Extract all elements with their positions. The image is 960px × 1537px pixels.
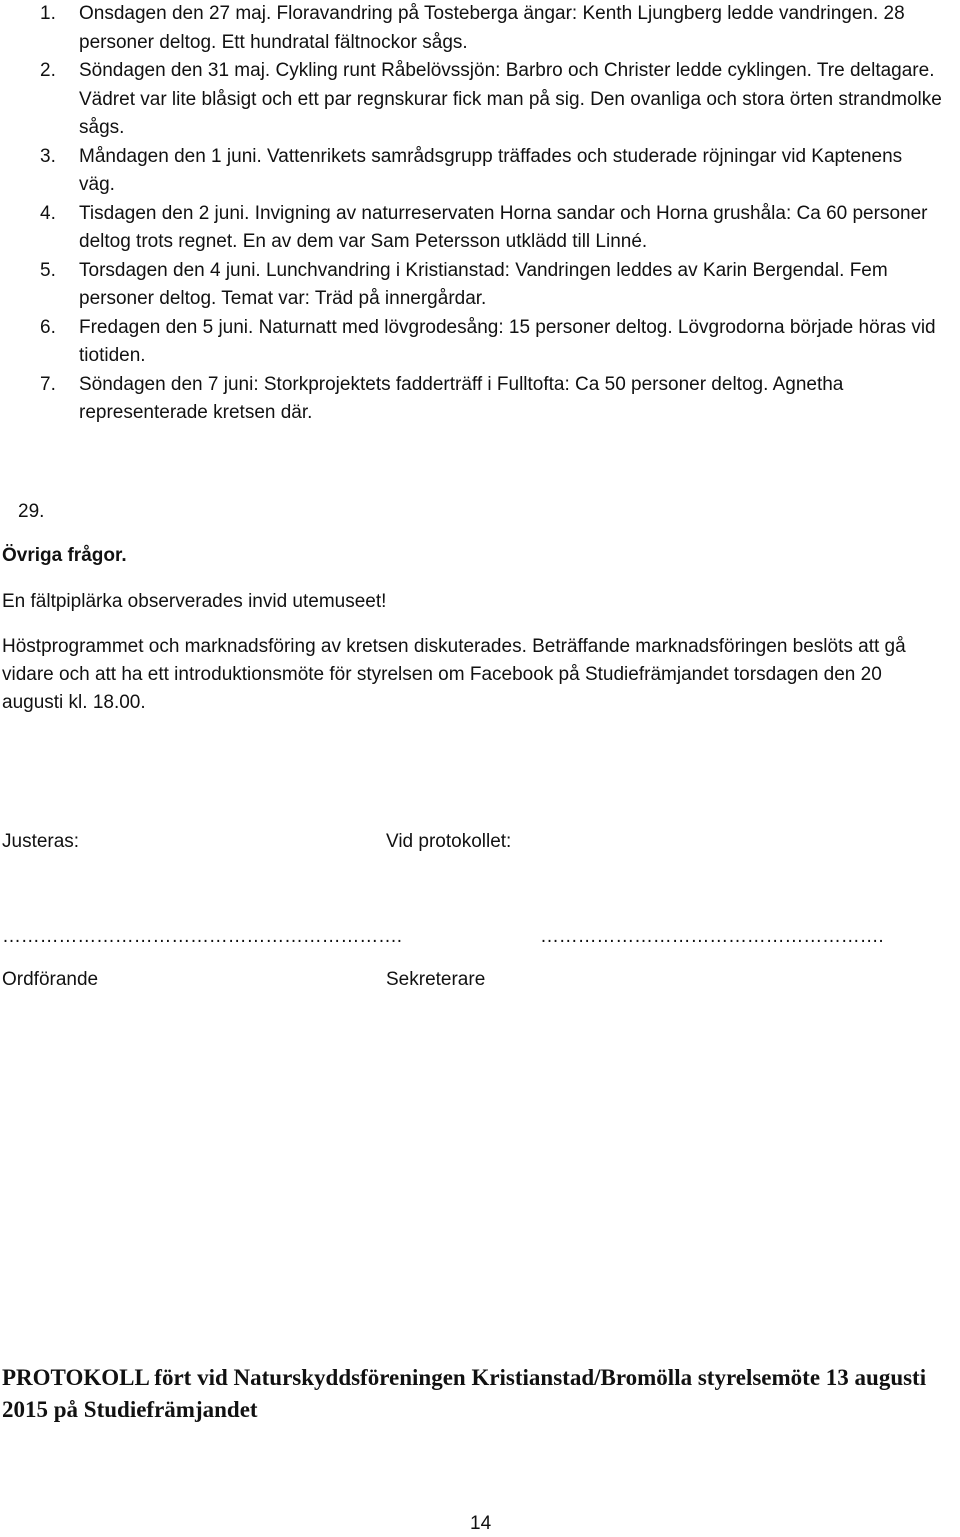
section-heading: Övriga frågor. [2,545,127,566]
section-number: 29. [18,501,45,522]
list-item-text: Måndagen den 1 juni. Vattenrikets samrådsgrupp träffades och studerade röjningar vid Kaptenens väg. [79,145,903,195]
signature-line-right: ………………………………………………. [540,926,884,947]
list-item-text: Söndagen den 7 juni: Storkprojektets fadderträff i Fulltofta: Ca 50 personer deltog. Agnetha representerade kretsen där. [79,373,844,423]
list-item-text: Torsdagen den 4 juni. Lunchvandring i Kristianstad: Vandringen leddes av Karin Bergendal. Fem personer deltog. Temat var: Träd på innergårdar. [79,259,888,309]
list-item [0,371,960,428]
list-item-number: 1. [40,3,56,24]
list-item [0,57,960,143]
activity-list [0,0,960,428]
list-item [0,143,960,200]
protocol-title: PROTOKOLL fört vid Naturskyddsföreningen Kristianstad/Bromölla styrelsemöte 13 augusti 2015 på Studiefrämjandet [2,1365,927,1422]
list-item-number: 4. [40,202,56,224]
list-item [0,257,960,314]
list-item-text: Söndagen den 31 maj. Cykling runt Råbelövssjön: Barbro och Christer ledde cyklingen. Tre deltagare. Vädret var lite blåsigt och ett par regnskurar fick man på sig. Den ovanliga och stora örten strandmolke sågs. [79,60,942,138]
vid-protokollet-label: Vid protokollet: [386,831,512,852]
signature-role-right: Sekreterare [386,969,486,990]
list-item-text: Tisdagen den 2 juni. Invigning av naturreservaten Horna sandar och Horna grushåla: Ca 60 personer deltog trots regnet. En av dem var Sam Petersson utklädd till Linné. [79,202,928,252]
signature-role-left: Ordförande [2,969,99,990]
list-item-number: 5. [40,259,56,281]
list-item [0,200,960,257]
signature-line-left: ………………………………………………………. [2,926,402,947]
paragraph: En fältpiplärka observerades invid utemuseet! [2,591,387,612]
list-item-number: 7. [40,373,56,395]
list-item-number: 6. [40,316,56,338]
list-item-number: 2. [40,60,56,81]
page-number: 14 [470,1513,492,1534]
paragraph: Höstprogrammet och marknadsföring av kretsen diskuterades. Beträffande marknadsföringen beslöts att gå vidare och att ha ett introduktionsmöte för styrelsen om Facebook på Studiefrämjandet torsdagen den 20 augusti kl. 18.00. [2,636,906,713]
list-item-text: Fredagen den 5 juni. Naturnatt med lövgrodesång: 15 personer deltog. Lövgrodorna började höras vid tiotiden. [79,316,936,366]
list-item [0,0,960,57]
list-item-number: 3. [40,145,56,167]
justeras-label: Justeras: [2,831,80,852]
list-item-text: Onsdagen den 27 maj. Floravandring på Tosteberga ängar: Kenth Ljungberg ledde vandringen. 28 personer deltog. Ett hundratal fältnockor sågs. [79,3,905,53]
list-item [0,314,960,371]
